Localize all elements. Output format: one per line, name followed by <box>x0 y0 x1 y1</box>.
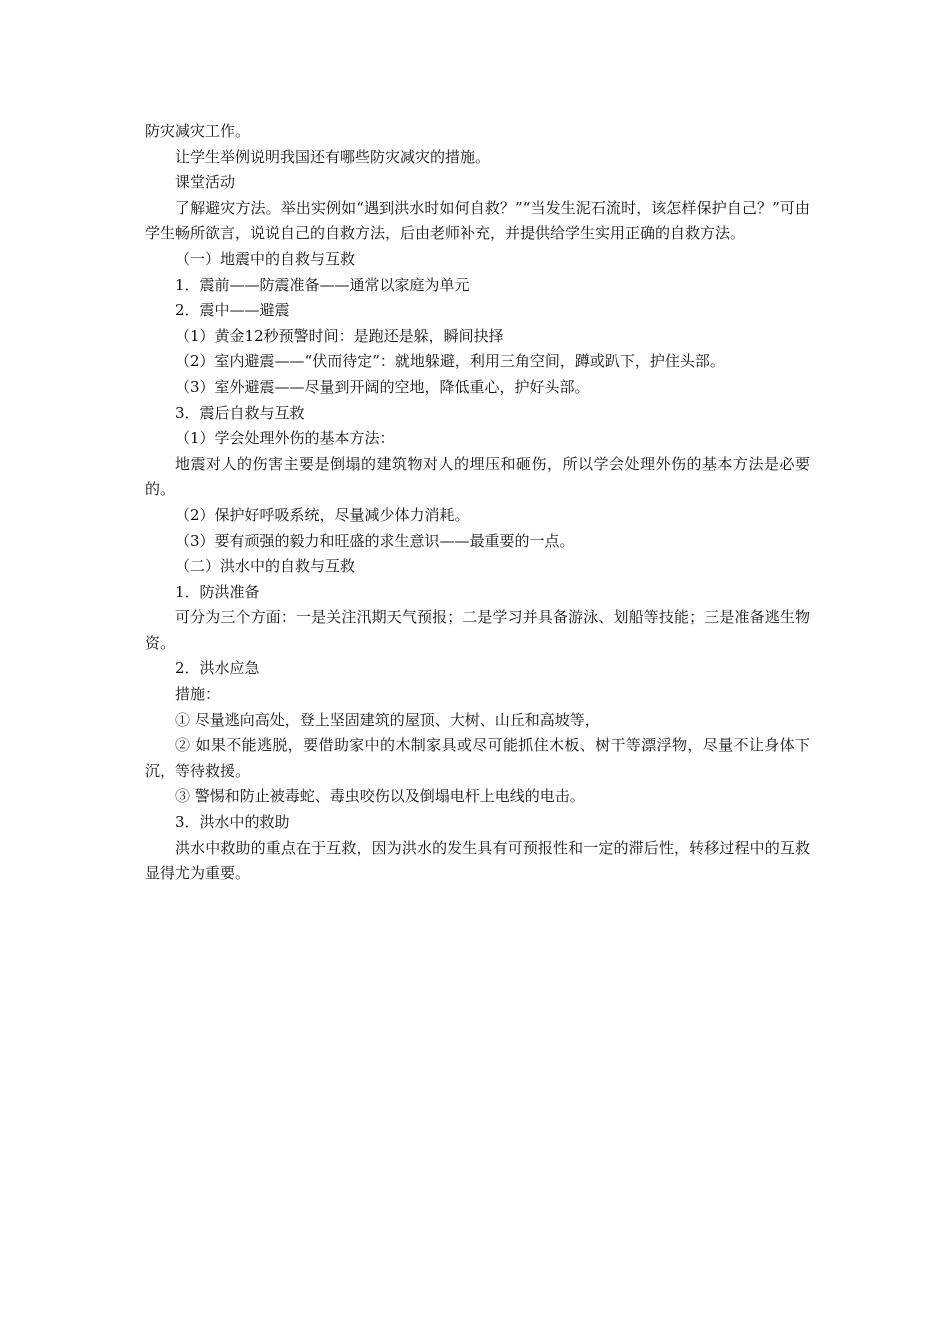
list-item: ② 如果不能逃脱，要借助家中的木制家具或尽可能抓住木板、树干等漂浮物，尽量不让身体下沉，等待救援。 <box>145 736 810 780</box>
list-item: ③ 警惕和防止被毒蛇、毒虫咬伤以及倒塌电杆上电线的电击。 <box>175 787 585 806</box>
list-item: （2）室内避震——“伏而待定”：就地躲避，利用三角空间，蹲或趴下，护住头部。 <box>175 352 725 371</box>
paragraph: 防灾减灾工作。 <box>145 122 251 140</box>
list-item: （3）室外避震——尽量到开阔的空地，降低重心，护好头部。 <box>175 377 590 396</box>
list-item: 2．洪水应急 <box>175 659 260 678</box>
section-heading: 课堂活动 <box>175 173 236 192</box>
paragraph: 可分为三个方面：一是关注汛期天气预报；二是学习并具备游泳、划船等技能；三是准备逃生物资。 <box>145 608 810 652</box>
section-heading: （二）洪水中的自救与互救 <box>175 557 356 576</box>
paragraph: 了解避灾方法。举出实例如“遇到洪水时如何自救？”“当发生泥石流时，该怎样保护自己？”可由学生畅所欲言，说说自己的自救方法，后由老师补充，并提供给学生实用正确的自救方法。 <box>145 198 810 243</box>
list-item: 3．震后自救与互救 <box>175 403 305 422</box>
list-item: （1）学会处理外伤的基本方法： <box>175 429 395 448</box>
list-item: （3）要有顽强的毅力和旺盛的求生意识——最重要的一点。 <box>175 531 575 550</box>
list-item: 2．震中——避震 <box>175 301 290 320</box>
document-body <box>145 119 810 887</box>
paragraph: 地震对人的伤害主要是倒塌的建筑物对人的埋压和砸伤，所以学会处理外伤的基本方法是必要的。 <box>145 454 810 499</box>
paragraph: 洪水中救助的重点在于互救，因为洪水的发生具有可预报性和一定的滞后性，转移过程中的互救显得尤为重要。 <box>145 838 810 883</box>
list-item: 3．洪水中的救助 <box>175 813 290 832</box>
list-item: （2）保护好呼吸系统，尽量减少体力消耗。 <box>175 505 470 524</box>
paragraph: 让学生举例说明我国还有哪些防灾减灾的措施。 <box>175 147 491 166</box>
list-item: ① 尽量逃向高处，登上坚固建筑的屋顶、大树、山丘和高坡等， <box>175 710 600 729</box>
list-item: 1．防洪准备 <box>175 582 260 601</box>
list-item: （1）黄金12秒预警时间：是跑还是躲，瞬间抉择 <box>175 326 504 345</box>
section-heading: （一）地震中的自救与互救 <box>175 249 356 268</box>
list-item: 1．震前——防震准备——通常以家庭为单元 <box>175 275 470 294</box>
paragraph: 措施： <box>175 685 221 704</box>
